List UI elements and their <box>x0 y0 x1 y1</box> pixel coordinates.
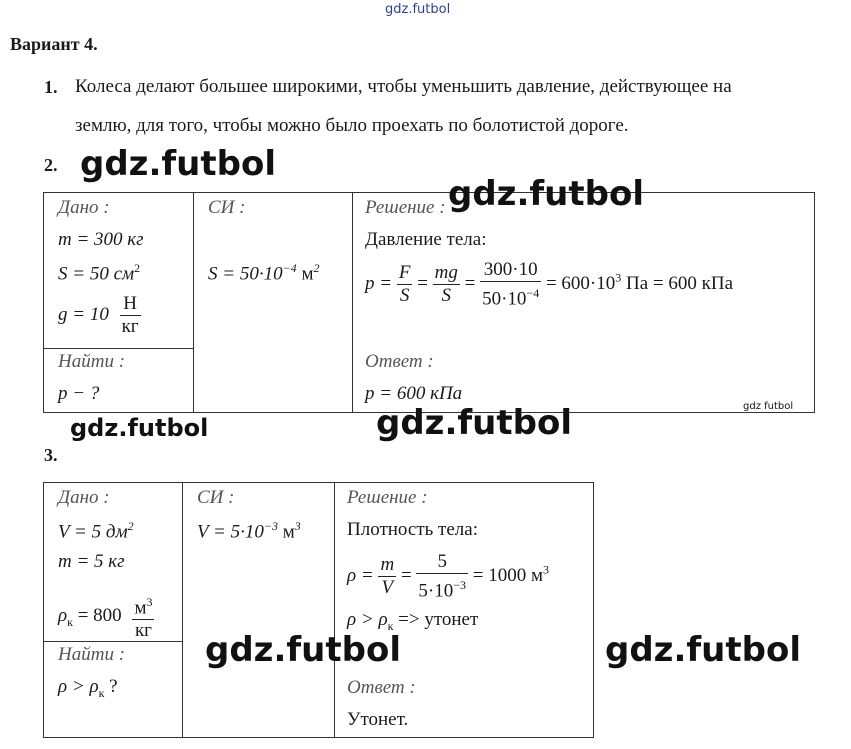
frac1-num: m <box>380 554 395 576</box>
gravity-unit <box>120 293 141 338</box>
solution-line1: Плотность тела: <box>347 519 478 540</box>
watermark: gdz.futbol <box>448 174 644 214</box>
si-volume-exp: −3 <box>263 519 278 533</box>
find-text: ρ > ρ <box>58 676 99 697</box>
frac1-den: S <box>399 285 410 307</box>
answer-label: Ответ : <box>347 677 416 698</box>
task2-si-cell <box>194 193 353 413</box>
formula-result: = 600·10 <box>545 273 616 295</box>
compare-tail: => утонет <box>398 609 479 630</box>
task1-line2: землю, для того, чтобы можно было проехать по болотистой дороге. <box>75 115 629 136</box>
fraction-f-s <box>397 262 413 307</box>
gravity-unit-den: кг <box>121 316 139 337</box>
task2-solution-cell <box>353 193 815 413</box>
answer-label: Ответ : <box>365 351 434 372</box>
task3-table <box>43 482 594 738</box>
given-volume-exp: 2 <box>127 519 134 533</box>
given-mass: m = 5 кг <box>58 551 125 572</box>
watermark: gdz.futbol <box>605 630 801 670</box>
watermark-small: gdz.futbol <box>70 414 209 442</box>
find-value <box>58 676 118 701</box>
eq-sign: = <box>400 565 412 587</box>
watermark-top: gdz.futbol <box>385 2 451 17</box>
eq-sign: = <box>464 273 476 295</box>
si-volume-unit: м <box>282 521 295 543</box>
fraction-values <box>480 259 541 310</box>
task2-find-cell <box>44 349 194 413</box>
task1-line1: Колеса делают большее широкими, чтобы уменьшить давление, действующее на <box>75 76 732 97</box>
compare-sub: к <box>387 618 394 633</box>
rho-symbol: ρ <box>58 605 68 627</box>
given-volume-text: V = 5 дм <box>58 521 128 543</box>
find-value: p − ? <box>58 383 100 404</box>
given-mass: m = 300 кг <box>58 229 144 250</box>
si-area-text: S = 50·10 <box>208 263 283 285</box>
si-volume-unit-exp: 3 <box>294 519 301 533</box>
given-gravity-text: g = 10 <box>58 303 109 325</box>
density-unit-num-wrap <box>132 591 154 620</box>
frac1-den: V <box>381 577 394 599</box>
find-sub: к <box>98 685 105 700</box>
frac1-num: F <box>398 262 411 284</box>
si-area-unit: м <box>301 263 314 285</box>
frac2-den: S <box>441 285 452 307</box>
gravity-unit-num: Н <box>120 293 141 316</box>
solution-label: Решение : <box>347 487 428 508</box>
formula-rho: ρ = <box>347 565 374 587</box>
si-label: СИ : <box>208 197 246 218</box>
answer-value: Утонет. <box>347 709 409 730</box>
fraction-m-v <box>378 554 396 599</box>
given-area <box>58 261 140 285</box>
given-gravity <box>58 293 141 338</box>
si-area <box>208 261 319 285</box>
task3-find-cell <box>44 642 183 738</box>
solution-label: Решение : <box>365 197 446 218</box>
task2-number: 2. <box>44 155 58 175</box>
task3-number: 3. <box>44 445 58 465</box>
watermark: gdz.futbol <box>376 403 572 443</box>
frac2-den-exp: −3 <box>453 578 467 592</box>
compare-text: ρ > ρ <box>347 609 388 630</box>
answer-value: p = 600 кПа <box>365 383 463 404</box>
find-label: Найти : <box>58 644 126 665</box>
task3-given-cell <box>44 483 183 642</box>
si-area-exp: −4 <box>282 261 297 275</box>
task2-table <box>43 192 815 413</box>
watermark-tiny: gdz futbol <box>743 401 794 412</box>
frac2-num: mg <box>434 262 458 284</box>
task2-given-cell <box>44 193 194 349</box>
density-unit-den: кг <box>134 620 152 642</box>
given-volume <box>58 519 134 543</box>
si-volume <box>197 519 301 543</box>
task3-si-cell <box>183 483 335 738</box>
given-label: Дано : <box>58 197 110 218</box>
task1-number: 1. <box>44 77 58 97</box>
given-label: Дано : <box>58 487 110 508</box>
si-area-unit-exp: 2 <box>313 261 320 275</box>
find-tail: ? <box>104 676 118 697</box>
watermark: gdz.futbol <box>205 630 401 670</box>
solution-line1: Давление тела: <box>365 229 487 250</box>
formula-result-exp: 3 <box>543 562 550 577</box>
task3-solution-cell <box>335 483 594 738</box>
density-formula <box>347 551 549 602</box>
given-area-text: S = 50 см <box>58 263 135 285</box>
si-label: СИ : <box>197 487 235 508</box>
eq-sign: = <box>417 273 428 295</box>
watermark: gdz.futbol <box>80 144 276 184</box>
si-volume-text: V = 5·10 <box>197 521 264 543</box>
frac3-num: 300·10 <box>480 259 541 282</box>
rho-value: = 800 <box>77 605 122 627</box>
given-density <box>58 591 154 642</box>
frac3-den-exp: −4 <box>526 286 540 300</box>
frac2-den-wrap <box>416 574 468 602</box>
formula-p: p = <box>365 273 393 295</box>
fraction-values <box>416 551 468 602</box>
given-area-exp: 2 <box>134 261 141 275</box>
frac2-num: 5 <box>416 551 468 574</box>
formula-result-exp: 3 <box>615 270 622 285</box>
frac3-den: 50·10 <box>482 288 527 310</box>
frac3-den-wrap <box>480 282 541 310</box>
formula-result: = 1000 м <box>472 565 544 587</box>
density-unit-num: м <box>134 597 147 619</box>
fraction-mg-s <box>433 262 460 307</box>
density-unit-exp: 3 <box>146 595 153 609</box>
rho-sub: к <box>67 614 73 629</box>
find-label: Найти : <box>58 351 126 372</box>
page-title: Вариант 4. <box>10 34 98 54</box>
pressure-formula <box>365 259 733 310</box>
frac2-den: 5·10 <box>418 580 454 602</box>
density-unit <box>132 591 154 642</box>
formula-result-tail: Па = 600 кПа <box>626 273 734 295</box>
